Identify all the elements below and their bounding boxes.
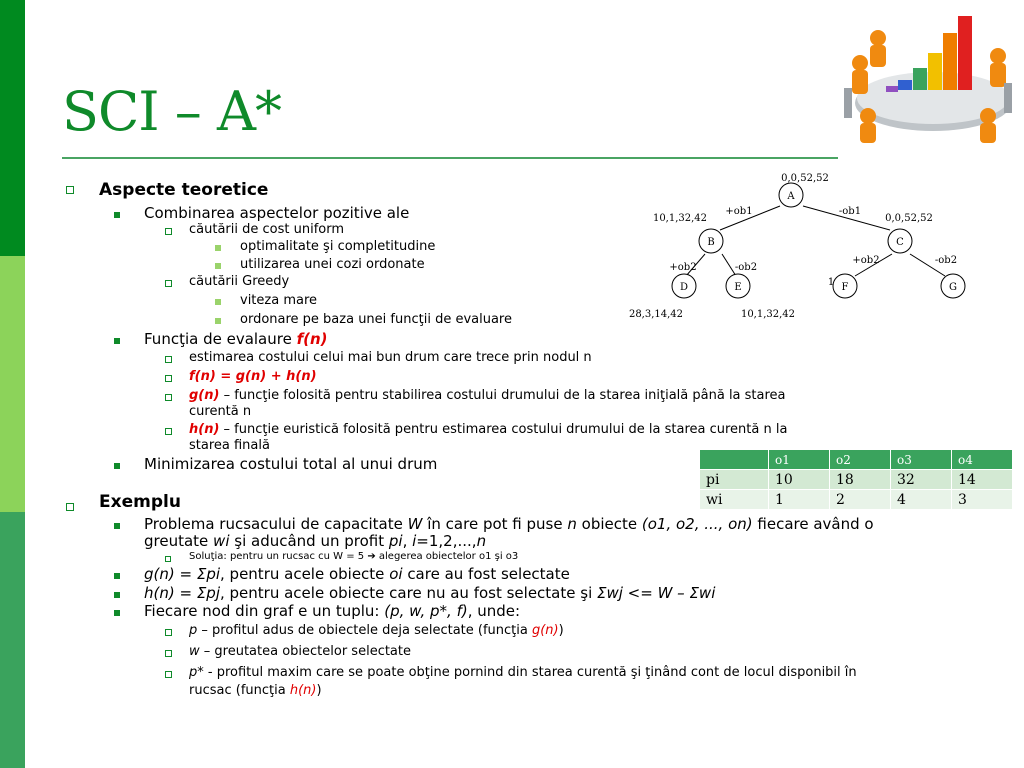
table-cell: 18	[830, 470, 891, 490]
sub-sub-bullet-text: utilizarea unei cozi ordonate	[240, 257, 425, 272]
edge-label: -ob1	[838, 206, 862, 217]
sub-sub-bullet	[215, 263, 221, 269]
section-heading-theory: Aspecte teoretice	[99, 180, 269, 200]
bullet-text-part: – funcţie euristică folosită pentru estimarea costului drumului de la starea curentă n la	[219, 422, 788, 437]
variable: w	[189, 644, 200, 659]
sub-bullet	[165, 556, 171, 562]
sub-bullet	[165, 280, 172, 287]
table-cell: 3	[952, 490, 1013, 510]
slide-title: SCI – A*	[62, 80, 281, 143]
sub-sub-bullet	[215, 299, 221, 305]
sub-bullet-text	[189, 645, 411, 660]
node-label: D	[679, 282, 689, 293]
edge-label: -ob2	[734, 262, 758, 273]
text-part: ,	[402, 532, 413, 550]
sub-bullet-text-cont	[189, 684, 322, 699]
variable: n	[476, 532, 487, 550]
text-part: greutate	[144, 532, 214, 550]
text-part: , pentru acele obiecte care nu au fost selectate şi	[220, 584, 597, 602]
sub-bullet-text-cont: starea finală	[189, 438, 270, 453]
text-part: )	[316, 683, 322, 698]
sub-bullet-text: căutării de cost uniform	[189, 222, 345, 237]
node-label: G	[949, 282, 957, 293]
decorative-bar-top	[0, 0, 25, 256]
node-tuple: 28,3,14,42	[628, 309, 684, 320]
table-header-cell: o4	[952, 450, 1013, 470]
bullet	[114, 610, 120, 616]
variable: W	[407, 515, 423, 533]
solution-text: Soluţia: pentru un rucsac cu W = 5 ➔ alegerea obiectelor o1 şi o3	[189, 551, 519, 562]
formula: h(n) = Σpj	[144, 584, 220, 602]
text-part: care au fost selectate	[402, 565, 570, 583]
node-tuple: 10,1,32,42	[652, 213, 708, 224]
bullet-text-cont	[144, 533, 486, 550]
sub-bullet-text: căutării Greedy	[189, 274, 290, 289]
text-part: - profitul maxim care se poate obţine pornind din starea curentă şi ţinând cont de locul disponibil în	[203, 665, 857, 680]
bullet	[114, 523, 120, 529]
sub-bullet	[165, 228, 172, 235]
table-header-cell: o2	[830, 450, 891, 470]
node-label: F	[841, 282, 849, 293]
formula: Σwj <= W – Σwi	[597, 584, 716, 602]
variable: i	[412, 532, 417, 550]
sub-bullet-text	[189, 624, 564, 639]
bullet-text-part: – funcţie folosită pentru stabilirea costului drumului de la starea iniţială până la starea	[219, 388, 786, 403]
sub-sub-bullet	[215, 318, 221, 324]
text-part: obiecte	[576, 515, 642, 533]
variable: pi	[388, 532, 403, 550]
sub-bullet-text	[189, 666, 857, 681]
formula: g(n) = Σpi	[144, 565, 221, 583]
text-part: =1,2,...,	[416, 532, 477, 550]
text-part: , pentru acele obiecte	[220, 565, 390, 583]
search-tree-diagram	[620, 168, 980, 328]
sub-sub-bullet-text: optimalitate şi completitudine	[240, 239, 436, 254]
title-divider	[62, 157, 838, 159]
bullet-text	[144, 566, 570, 583]
function-label: g(n)	[189, 388, 220, 403]
bullet-text: Minimizarea costului total al unui drum	[144, 455, 438, 473]
text-part: rucsac (funcţia	[189, 683, 290, 698]
text-part: Problema rucsacului de capacitate	[144, 515, 408, 533]
objects-table	[699, 449, 1013, 510]
formula-text: f(n) = g(n) + h(n)	[189, 369, 317, 384]
node-label: A	[787, 191, 795, 202]
section-heading-example: Exemplu	[99, 492, 181, 512]
text-part: şi aducând un profit	[229, 532, 389, 550]
sub-bullet-text: estimarea costului celui mai bun drum care trece prin nodul n	[189, 350, 592, 365]
node-tuple: 0,0,52,52	[885, 213, 933, 224]
sub-bullet	[165, 671, 172, 678]
text-part: în care pot fi puse	[422, 515, 568, 533]
table-cell: 1	[769, 490, 830, 510]
node-tuple: 0,0,52,52	[781, 173, 829, 184]
table-row	[700, 490, 1013, 510]
bullet-text	[144, 516, 874, 533]
sub-bullet	[165, 394, 172, 401]
table-row	[700, 470, 1013, 490]
bullet-text	[144, 603, 520, 620]
sub-bullet	[165, 428, 172, 435]
formula: (p, w, p*, f)	[384, 602, 468, 620]
table-header-cell: o3	[891, 450, 952, 470]
table-cell: 2	[830, 490, 891, 510]
text-part: fiecare având o	[752, 515, 874, 533]
text-part: Fiecare nod din graf e un tuplu:	[144, 602, 385, 620]
edge-label: -ob2	[934, 255, 958, 266]
edge-label: +ob1	[725, 206, 753, 217]
variable: n	[567, 515, 577, 533]
table-cell: 10	[769, 470, 830, 490]
row-label: pi	[700, 470, 769, 490]
sub-bullet	[165, 356, 172, 363]
node-label: C	[896, 237, 904, 248]
bullet-text	[144, 331, 328, 348]
sub-bullet-text	[189, 389, 786, 404]
text-part: – profitul adus de obiectele deja selectate (funcţia	[197, 623, 532, 638]
section-bullet	[66, 186, 74, 194]
function-label: f(n)	[296, 330, 328, 348]
sub-bullet	[165, 375, 172, 382]
meeting-chart-illustration	[838, 8, 1018, 148]
node-label: B	[707, 237, 715, 248]
sub-bullet-text-cont: curentă n	[189, 404, 252, 419]
table-cell: 32	[891, 470, 952, 490]
sub-sub-bullet	[215, 245, 221, 251]
bullet	[114, 463, 120, 469]
bullet	[114, 212, 120, 218]
node-tuple: 1	[827, 277, 835, 288]
table-cell: 4	[891, 490, 952, 510]
variable: p	[189, 623, 198, 638]
node-tuple: 10,1,32,42	[740, 309, 796, 320]
decorative-bar-middle	[0, 256, 25, 512]
function-label: h(n)	[189, 422, 220, 437]
table-header-cell	[700, 450, 769, 470]
node-label: E	[734, 282, 742, 293]
bullet-text-part: Funcţia de evalaure	[144, 330, 297, 348]
sub-sub-bullet-text: viteza mare	[240, 293, 318, 308]
function-label: h(n)	[289, 683, 317, 698]
edge-label: +ob2	[852, 255, 880, 266]
text-part: – greutatea obiectelor selectate	[199, 644, 411, 659]
variable: wi	[213, 532, 230, 550]
text-part: , unde:	[467, 602, 521, 620]
table-header-row	[700, 450, 1013, 470]
bullet-text	[144, 585, 715, 602]
text-part: )	[558, 623, 564, 638]
table-header-cell: o1	[769, 450, 830, 470]
variable: (o1, o2, ..., on)	[641, 515, 753, 533]
bullet-text: Combinarea aspectelor pozitive ale	[144, 204, 410, 222]
variable: oi	[389, 565, 403, 583]
bullet	[114, 573, 120, 579]
bullet	[114, 338, 120, 344]
sub-sub-bullet-text: ordonare pe baza unei funcţii de evaluare	[240, 312, 512, 327]
function-label: g(n)	[531, 623, 559, 638]
section-bullet	[66, 503, 74, 511]
edge-label: +ob2	[669, 262, 697, 273]
row-label: wi	[700, 490, 769, 510]
table-cell: 14	[952, 470, 1013, 490]
sub-bullet	[165, 650, 172, 657]
sub-bullet	[165, 629, 172, 636]
variable: p*	[189, 665, 204, 680]
bullet	[114, 592, 120, 598]
decorative-bar-bottom	[0, 512, 25, 768]
sub-bullet-text	[189, 423, 787, 438]
